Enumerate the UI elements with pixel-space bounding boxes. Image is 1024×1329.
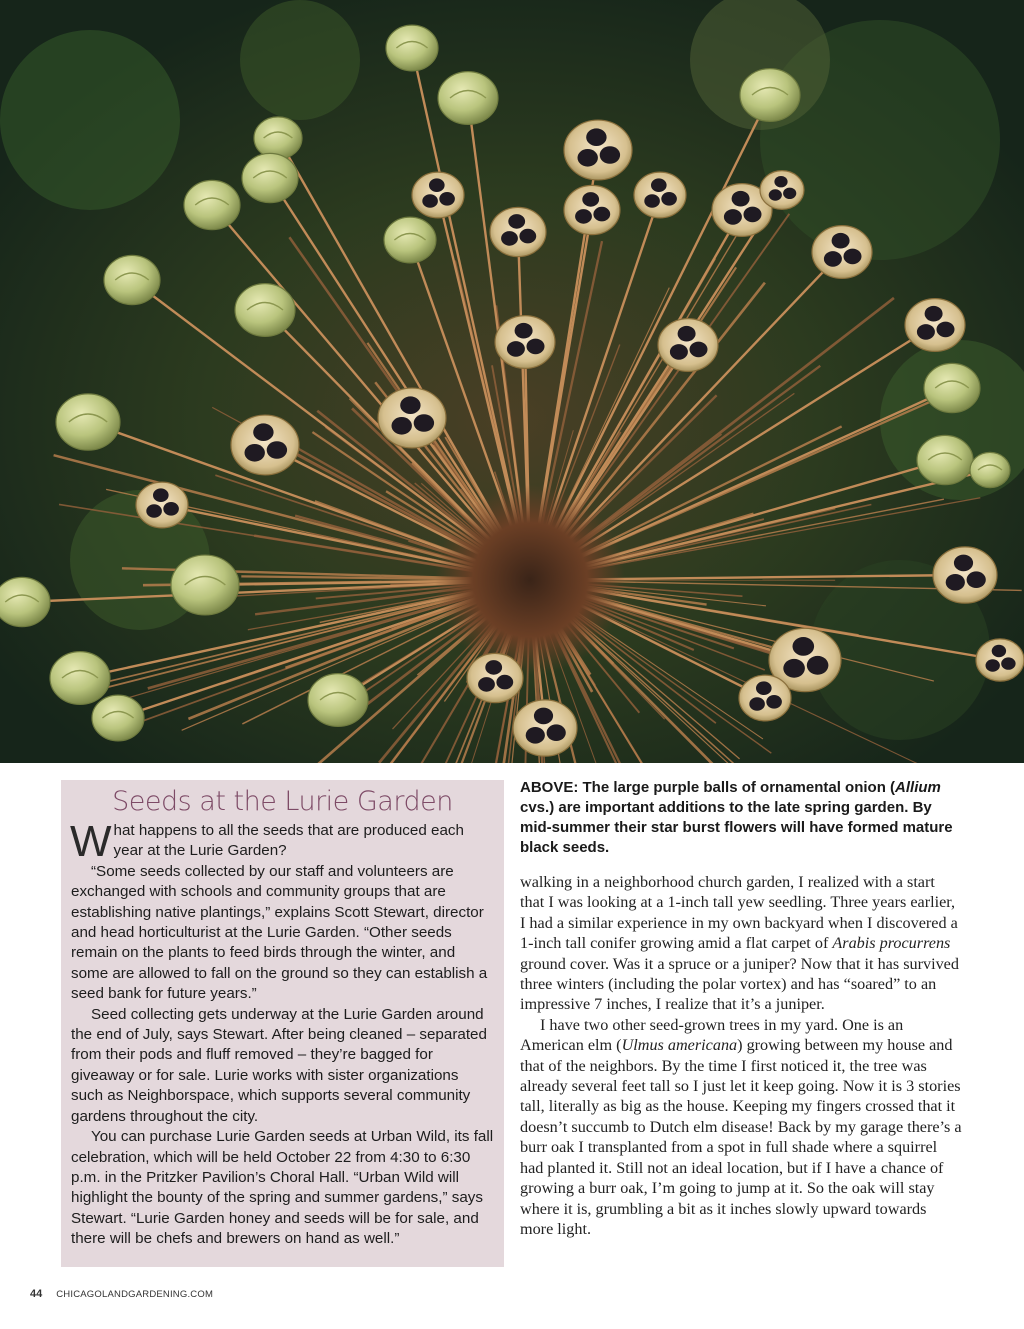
open-seed-pod (905, 299, 965, 352)
sidebar-paragraph-2: “Some seeds collected by our staff and volunteers are exchanged with schools and community groups that are establishing native plantings,” explains Scott Stewart, director and head horticulturist at the Lurie Garden. “Other seeds remain on the plants to feed birds through the winter, and some are allowed to fall on the ground so they can establish a seed bank for future years.” (71, 862, 488, 1003)
sidebar-paragraph-1 (70, 817, 494, 866)
closed-seed-pod (184, 180, 240, 229)
sidebar-paragraph-4: You can purchase Lurie Garden seeds at Urban Wild, its fall celebration, which will be held October 22 from 4:30 to 6:30 p.m. in the Pritzker Pavilion’s Choral Hall. “Urban Wild will highlight the bounty of the spring and summer gardens,” says Stewart. “Lurie Garden honey and seeds will be for sale, and there will be chefs and brewers on hand as well.” (71, 1128, 494, 1248)
open-seed-pod (812, 226, 872, 279)
closed-seed-pod (384, 217, 436, 263)
closed-seed-pod (970, 452, 1010, 487)
closed-seed-pod (254, 117, 302, 159)
closed-seed-pod (171, 555, 239, 615)
open-seed-pod (231, 415, 299, 475)
open-seed-pod (933, 547, 997, 603)
article-paragraph-1 (520, 872, 963, 1015)
open-seed-pod (976, 639, 1024, 681)
closed-seed-pod (92, 695, 144, 741)
sidebar-box (61, 780, 504, 1267)
open-seed-pod (467, 653, 523, 702)
open-seed-pod (739, 675, 791, 721)
open-seed-pod (760, 171, 804, 210)
page-footer (30, 1288, 213, 1300)
open-seed-pod (658, 319, 718, 372)
site-url: CHICAGOLANDGARDENING.COM (56, 1288, 214, 1300)
bokeh-spot (240, 0, 360, 120)
drop-cap: W (70, 817, 112, 866)
open-seed-pod (564, 185, 620, 234)
page-number: 44 (30, 1288, 43, 1300)
sidebar-paragraph-1-text: hat happens to all the seeds that are produced each year at the Lurie Garden? (113, 822, 464, 860)
caption-lead: ABOVE: The large purple balls of ornamental onion ( (520, 779, 896, 796)
article-p1-text-b: ground cover. Was it a spruce or a juniper? Now that it has survived three winters (including the polar vortex) and has “soared” to an impressive 7 inches, I realize that it’s a juniper. (520, 954, 959, 1014)
open-seed-pod (136, 482, 188, 528)
sidebar-title: Seeds at the Lurie Garden (112, 786, 453, 817)
caption-italic: Allium (895, 779, 941, 796)
open-seed-pod (412, 172, 464, 218)
bokeh-spot (0, 30, 180, 210)
closed-seed-pod (242, 153, 298, 202)
seedhead-center (435, 485, 625, 675)
closed-seed-pod (0, 577, 50, 626)
closed-seed-pod (917, 435, 973, 484)
open-seed-pod (634, 172, 686, 218)
article-p1-text-a: walking in a neighborhood church garden, I realized with a start that I was looking at a 1-inch tall yew seedling. Three years earlier, I had a similar experience in my own backyard when I discovered a 1-inch tall conifer growing amid a flat carpet of (520, 873, 958, 953)
open-seed-pod (378, 388, 446, 448)
open-seed-pod (490, 207, 546, 256)
open-seed-pod (513, 700, 577, 756)
closed-seed-pod (308, 674, 368, 727)
closed-seed-pod (386, 25, 438, 71)
caption-rest: cvs.) are important additions to the late spring garden. By mid-summer their star burst flowers will have formed mature black seeds. (520, 799, 953, 856)
closed-seed-pod (104, 255, 160, 304)
article-paragraph-2 (520, 1015, 963, 1239)
article-p2-italic: Ulmus americana (621, 1036, 738, 1055)
article-p2-text-a: I have two other seed-grown trees in my yard. One is an American elm ( (520, 1015, 904, 1055)
article-column (520, 872, 963, 1239)
sidebar-body (70, 817, 494, 1250)
closed-seed-pod (56, 394, 120, 450)
open-seed-pod (495, 316, 555, 369)
closed-seed-pod (50, 652, 110, 705)
photo-caption (520, 778, 960, 858)
closed-seed-pod (235, 284, 295, 337)
closed-seed-pod (740, 69, 800, 122)
sidebar-paragraph-3: Seed collecting gets underway at the Lurie Garden around the end of July, says Stewart. After being cleaned – separated from their pods and fluff removed – they’re bagged for giveaway or for sale. Lurie works with sister organizations such as Neighborspace, which supports several community gardens throughout the city. (71, 1005, 487, 1125)
closed-seed-pod (924, 363, 980, 412)
article-p1-italic: Arabis procurrens (832, 934, 951, 953)
closed-seed-pod (438, 72, 498, 125)
article-p2-text-b: ) growing between my house and that of the neighbors. By the time I first noticed it, the tree was already several feet tall so I just let it keep going. Now it is 3 stories tall, literally as big as the house. Keeping my fingers crossed that it doesn’t succumb to Dutch elm disease! Back by my garage there’s a burr oak I transplanted from a spot in full shade where a squirrel had planted it. Still not an ideal location, but if I have a chance of growing a burr oak, I’m going to jump at it. So the oak will stay where it is, grumbling a bit as it inches slowly upward towards more light. (520, 1036, 962, 1238)
open-seed-pod (564, 120, 632, 180)
